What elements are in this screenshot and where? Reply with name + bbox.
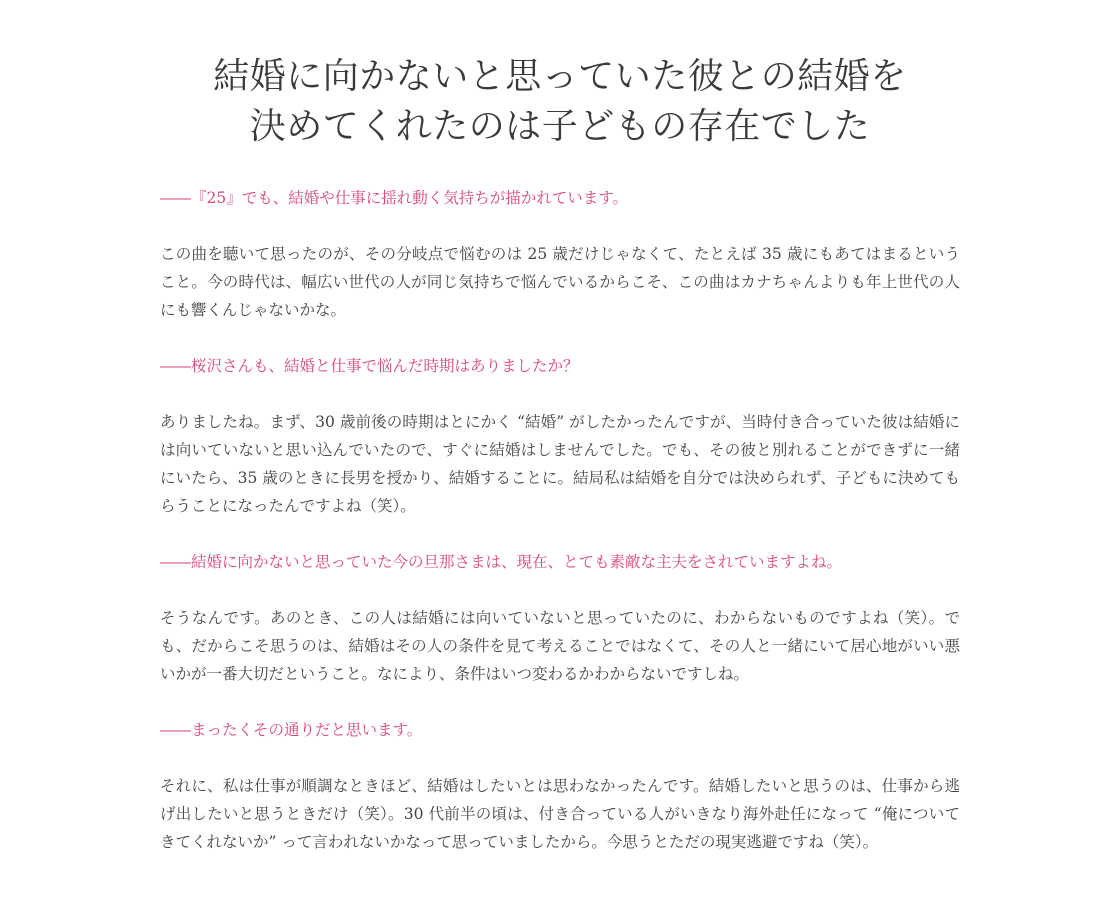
title-line-2: 決めてくれたのは子どもの存在でした xyxy=(249,106,871,147)
interviewer-question: ――まったくその通りだと思います。 xyxy=(160,721,423,739)
interviewer-question: ――結婚に向かないと思っていた今の旦那さまは、現在、とても素敵な主夫をされていますよね。 xyxy=(160,553,843,571)
interviewee-answer: そうなんです。あのとき、この人は結婚には向いていないと思っていたのに、わからないものですよね（笑）。でも、だからこそ思うのは、結婚はその人の条件を見て考えることではなくて、その人と一緒にいて居心地がいい悪いかが一番大切だということ。なにより、条件はいつ変わるかわからないですしね。 xyxy=(160,609,960,683)
interview-body xyxy=(160,184,960,884)
interviewer-question: ――桜沢さんも、結婚と仕事で悩んだ時期はありましたか？ xyxy=(160,357,579,375)
interviewee-answer: それに、私は仕事が順調なときほど、結婚はしたいとは思わなかったんです。結婚したいと思うのは、仕事から逃げ出したいと思うときだけ（笑）。30 代前半の頃は、付き合っている人がいきなり海外赴任になって “俺についてきてくれないか” って言われないかなって思っていましたから。今思うとただの現実逃避ですね（笑）。 xyxy=(160,777,960,851)
interviewee-answer: この曲を聴いて思ったのが、その分岐点で悩むのは 25 歳だけじゃなくて、たとえば 35 歳にもあてはまるということ。今の時代は、幅広い世代の人が同じ気持ちで悩んでいるからこそ、この曲はカナちゃんよりも年上世代の人にも響くんじゃないかな。 xyxy=(160,245,960,319)
interviewee-answer: ありましたね。まず、30 歳前後の時期はとにかく “結婚” がしたかったんですが、当時付き合っていた彼は結婚には向いていないと思い込んでいたので、すぐに結婚はしませんでした。でも、その彼と別れることができずに一緒にいたら、35 歳のときに長男を授かり、結婚することに。結局私は結婚を自分では決められず、子どもに決めてもらうことになったんですよね（笑）。 xyxy=(160,413,960,515)
interviewer-question: ――『25』でも、結婚や仕事に揺れ動く気持ちが描かれています。 xyxy=(160,189,628,207)
article-title xyxy=(0,52,1120,152)
title-line-1: 結婚に向かないと思っていた彼との結婚を xyxy=(213,56,907,97)
